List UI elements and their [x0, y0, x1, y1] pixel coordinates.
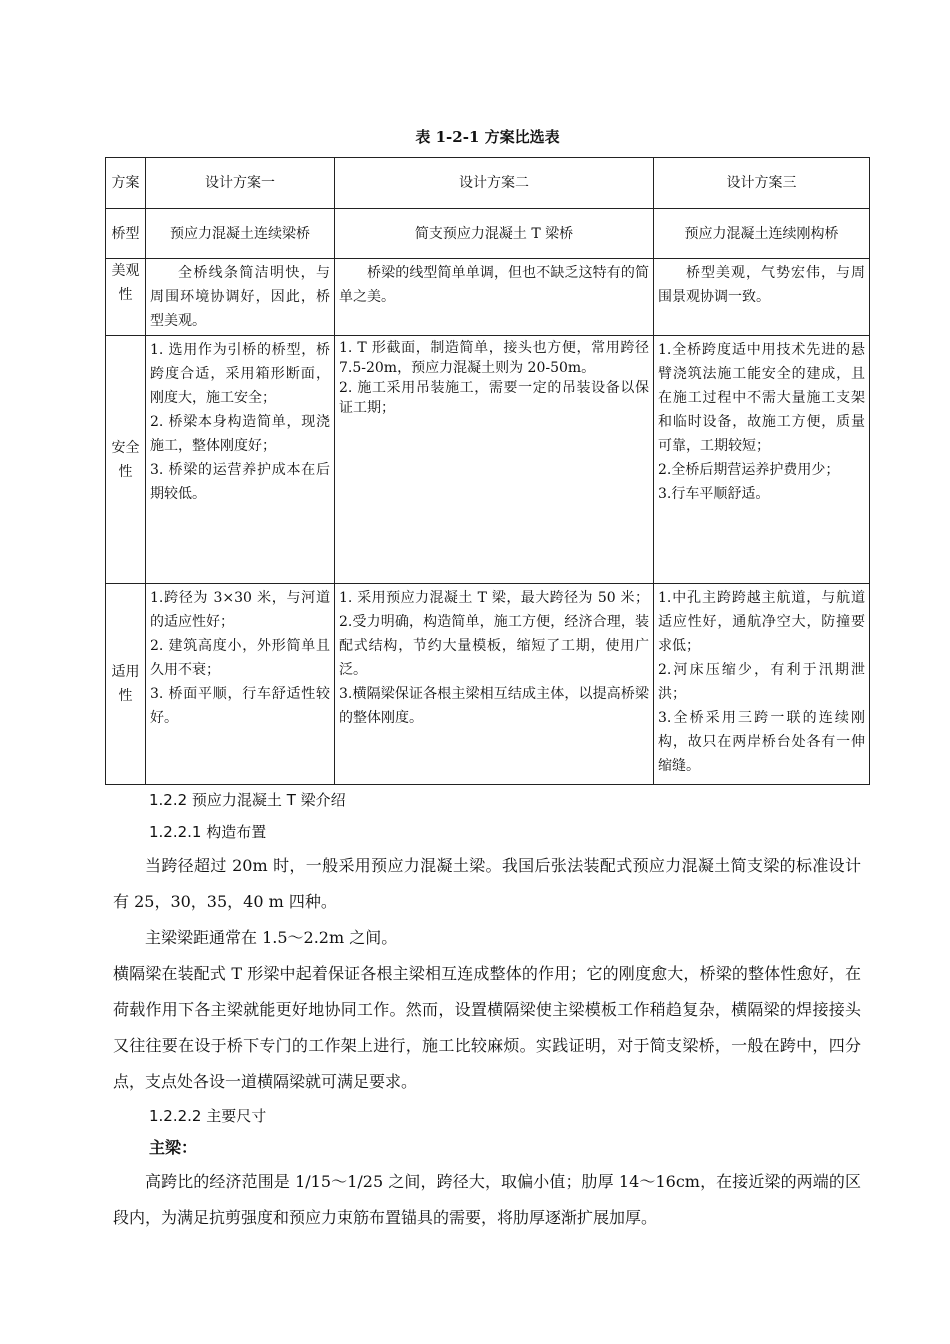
list-item: 2. 桥梁本身构造简单，现浇施工，整体刚度好；	[150, 414, 330, 454]
subsection-heading: 1.2.2.1 构造布置	[149, 823, 267, 841]
list-item: 2.河床压缩少，有利于汛期泄洪；	[658, 662, 865, 702]
header-scheme-2: 设计方案二	[335, 158, 654, 209]
table-row-applicability	[106, 584, 870, 785]
table-row-bridge-type	[106, 209, 870, 259]
aesthetics-1: 全桥线条简洁明快，与周围环境协调好，因此，桥型美观。	[146, 259, 335, 336]
list-item: 3. 桥面平顺，行车舒适性较好。	[150, 686, 330, 726]
table-row-aesthetics	[106, 259, 870, 336]
list-item: 1.全桥跨度适中用技术先进的悬臂浇筑法施工能安全的建成，且在施工过程中不需大量施工支架和临时设备，故施工方便，质量可靠，工期较短；	[658, 342, 865, 454]
bridge-type-1: 预应力混凝土连续梁桥	[146, 209, 335, 259]
body-text	[113, 784, 861, 1236]
list-item: 3.横隔梁保证各根主梁相互结成主体，以提高桥梁的整体刚度。	[339, 686, 649, 726]
safety-1	[146, 336, 335, 584]
paragraph: 当跨径超过 20m 时，一般采用预应力混凝土梁。我国后张法装配式预应力混凝土简支梁的标准设计有 25，30，35，40 m 四种。	[113, 856, 861, 911]
table-row-safety	[106, 336, 870, 584]
list-item: 1. 选用作为引桥的桥型，桥跨度合适，采用箱形断面，刚度大，施工安全；	[150, 342, 330, 406]
list-item: 2.全桥后期营运养护费用少；	[658, 462, 840, 478]
safety-2	[335, 336, 654, 584]
list-item: 2. 建筑高度小，外形简单且久用不衰；	[150, 638, 330, 678]
applicability-2	[335, 584, 654, 785]
list-item: 1.跨径为 3×30 米，与河道的适应性好；	[150, 590, 330, 630]
paragraph: 高跨比的经济范围是 1/15～1/25 之间，跨径大，取偏小值；肋厚 14～16cm，在接近梁的两端的区段内，为满足抗剪强度和预应力束筋布置锚具的需要，将肋厚逐渐扩展加厚。	[113, 1172, 861, 1227]
row-label-safety: 安全性	[106, 336, 146, 584]
list-item: 3.全桥采用三跨一联的连续刚构，故只在两岸桥台处各有一伸缩缝。	[658, 710, 865, 774]
row-label-aesthetics: 美观性	[106, 259, 146, 336]
row-label-bridge-type: 桥型	[106, 209, 146, 259]
comparison-table	[105, 157, 870, 785]
subsection-heading: 1.2.2.2 主要尺寸	[149, 1107, 267, 1125]
list-item: 2. 施工采用吊装施工，需要一定的吊装设备以保证工期；	[339, 380, 649, 416]
list-item: 3.行车平顺舒适。	[658, 486, 770, 502]
list-item: 1.中孔主跨跨越主航道，与航道适应性好，通航净空大，防撞要求低；	[658, 590, 865, 654]
paragraph: 横隔梁在装配式 T 形梁中起着保证各根主梁相互连成整体的作用；它的刚度愈大，桥梁的整体性愈好，在荷载作用下各主梁就能更好地协同工作。然而，设置横隔梁使主梁模板工作稍趋复杂，横隔梁的焊接接头又往往要在设于桥下专门的工作架上进行，施工比较麻烦。实践证明，对于简支梁桥，一般在跨中，四分点，支点处各设一道横隔梁就可满足要求。	[113, 964, 861, 1091]
row-label-scheme: 方案	[106, 158, 146, 209]
bridge-type-2: 简支预应力混凝土 T 梁桥	[335, 209, 654, 259]
bridge-type-3: 预应力混凝土连续刚构桥	[654, 209, 870, 259]
header-scheme-1: 设计方案一	[146, 158, 335, 209]
applicability-1	[146, 584, 335, 785]
applicability-3	[654, 584, 870, 785]
section-heading: 1.2.2 预应力混凝土 T 梁介绍	[149, 791, 346, 809]
paragraph: 主梁梁距通常在 1.5～2.2m 之间。	[145, 928, 398, 947]
list-item: 1. T 形截面，制造简单，接头也方便，常用跨径 7.5-20m，预应力混凝土则为 20-50m。	[339, 340, 649, 376]
header-scheme-3: 设计方案三	[654, 158, 870, 209]
row-label-applicability: 适用性	[106, 584, 146, 785]
list-item: 3. 桥梁的运营养护成本在后期较低。	[150, 462, 330, 502]
table-caption: 表 1-2-1 方案比选表	[415, 128, 560, 146]
subheading-main-beam: 主梁：	[149, 1138, 198, 1157]
list-item: 1. 采用预应力混凝土 T 梁，最大跨径为 50 米；2.受力明确，构造简单，施工方便，经济合理，装配式结构，节约大量模板，缩短了工期，使用广泛。	[339, 590, 649, 678]
aesthetics-3: 桥型美观，气势宏伟，与周围景观协调一致。	[654, 259, 870, 336]
safety-3	[654, 336, 870, 584]
aesthetics-2: 桥梁的线型简单单调，但也不缺乏这特有的简单之美。	[335, 259, 654, 336]
table-header-row	[106, 158, 870, 209]
